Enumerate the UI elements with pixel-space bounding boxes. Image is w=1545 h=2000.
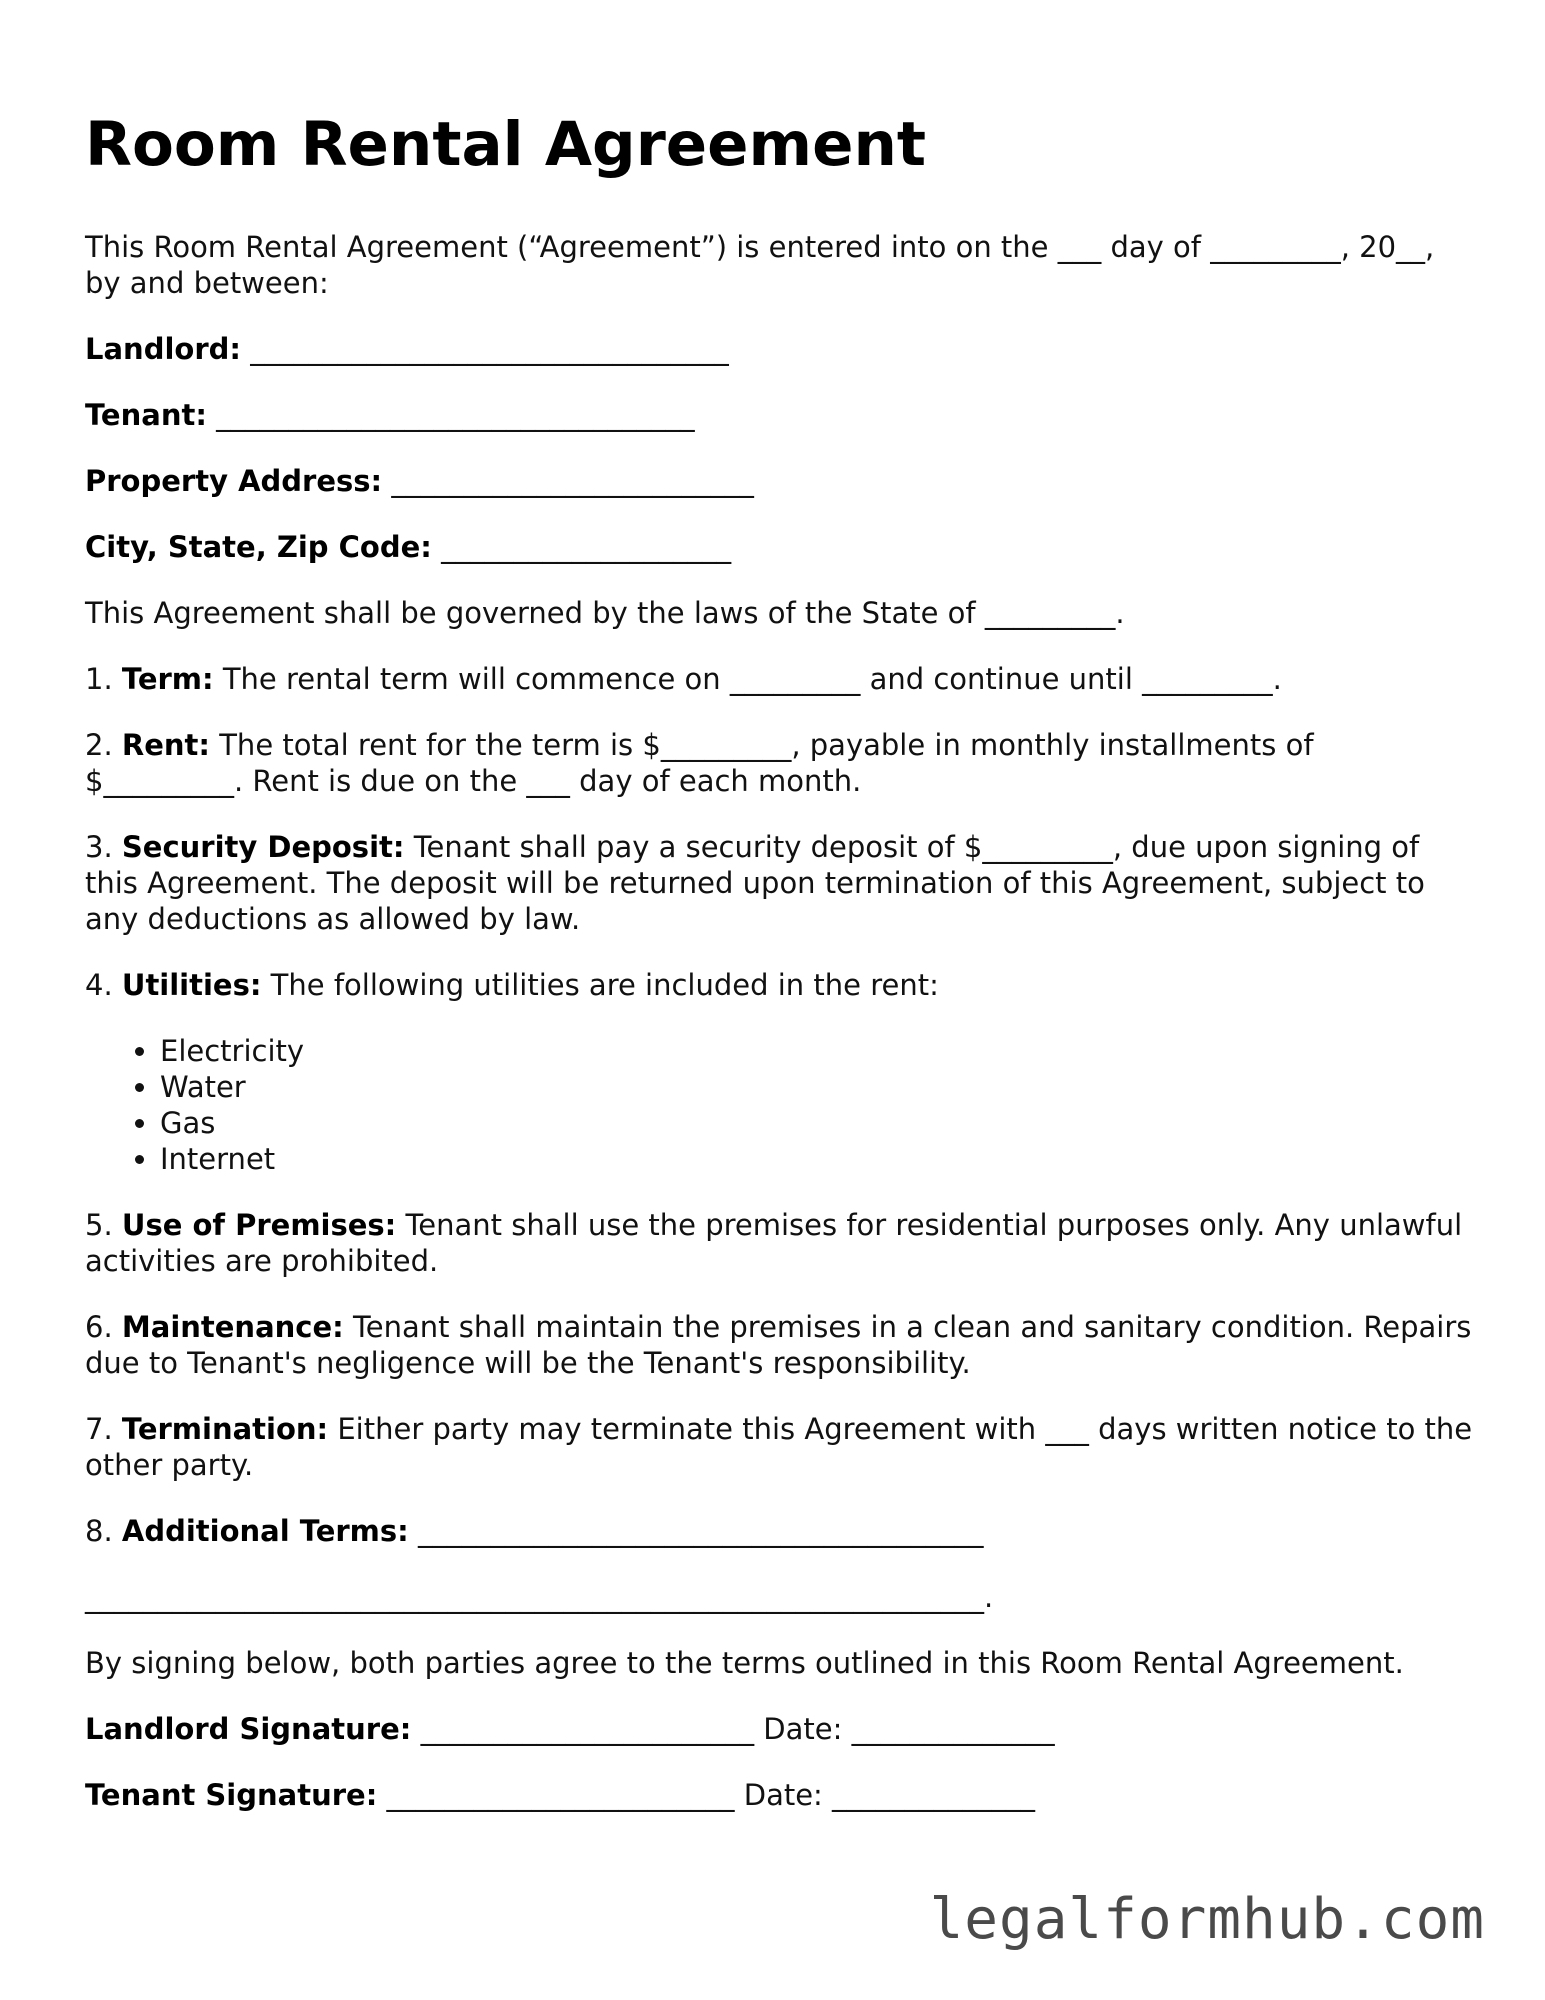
clause-rent-number: 2. bbox=[85, 728, 113, 762]
tenant-blank: _________________________________ bbox=[216, 398, 695, 432]
clause-term-number: 1. bbox=[85, 662, 113, 696]
closing-paragraph: By signing below, both parties agree to the terms outlined in this Room Rental Agreement. bbox=[85, 1646, 1404, 1680]
document-page bbox=[85, 105, 1475, 1843]
clause-term-label: Term: bbox=[121, 662, 214, 696]
list-item: • Gas bbox=[160, 1105, 1475, 1141]
landlord-field bbox=[85, 331, 1475, 367]
clause-use-of-premises bbox=[85, 1207, 1475, 1279]
clause-termination-label: Termination: bbox=[121, 1412, 329, 1446]
landlord-signature-label: Landlord Signature: bbox=[85, 1712, 412, 1746]
clause-utilities bbox=[85, 967, 1475, 1003]
clause-utilities-number: 4. bbox=[85, 968, 113, 1002]
clause-deposit-number: 3. bbox=[85, 830, 113, 864]
site-watermark: legalformhub.com bbox=[929, 1887, 1485, 1952]
intro-paragraph: This Room Rental Agreement (“Agreement”) is entered into on the ___ day of _________, 20__, by and between: bbox=[85, 230, 1435, 300]
clause-deposit-text: Tenant shall pay a security deposit of $_________, due upon signing of this Agreement. The deposit will be returned upon termination of this Agreement, subject to any deductions as allowed by law. bbox=[85, 830, 1425, 936]
clause-maintenance bbox=[85, 1309, 1475, 1381]
clause-utilities-label: Utilities: bbox=[121, 968, 262, 1002]
clause-term-text: The rental term will commence on _________ and continue until _________. bbox=[222, 662, 1282, 696]
clause-termination-number: 7. bbox=[85, 1412, 113, 1446]
utilities-list bbox=[85, 1033, 1475, 1177]
clause-rent bbox=[85, 727, 1475, 799]
landlord-date-label: Date: bbox=[763, 1712, 843, 1746]
tenant-signature-row bbox=[85, 1777, 1475, 1813]
tenant-signature-blank: ________________________ bbox=[386, 1778, 735, 1812]
clause-security-deposit bbox=[85, 829, 1475, 937]
clause-additional-label: Additional Terms: bbox=[121, 1514, 409, 1548]
clause-termination-text: Either party may terminate this Agreement with ___ days written notice to the other party. bbox=[85, 1412, 1473, 1482]
property-address-label: Property Address: bbox=[85, 464, 383, 498]
clause-use-number: 5. bbox=[85, 1208, 113, 1242]
governing-law-paragraph: This Agreement shall be governed by the laws of the State of _________. bbox=[85, 596, 1125, 630]
landlord-signature-row bbox=[85, 1711, 1475, 1747]
list-item: • Water bbox=[160, 1069, 1475, 1105]
landlord-blank: _________________________________ bbox=[250, 332, 729, 366]
clause-maintenance-number: 6. bbox=[85, 1310, 113, 1344]
additional-terms-line: ______________________________________________________________. bbox=[85, 1580, 994, 1614]
clause-use-label: Use of Premises: bbox=[121, 1208, 397, 1242]
tenant-field bbox=[85, 397, 1475, 433]
clause-use-text: Tenant shall use the premises for residential purposes only. Any unlawful activities are prohibited. bbox=[85, 1208, 1463, 1278]
clause-deposit-label: Security Deposit: bbox=[121, 830, 405, 864]
property-address-blank: _________________________ bbox=[391, 464, 754, 498]
property-address-field bbox=[85, 463, 1475, 499]
city-state-zip-label: City, State, Zip Code: bbox=[85, 530, 432, 564]
tenant-date-blank: ______________ bbox=[832, 1778, 1036, 1812]
city-state-zip-blank: ____________________ bbox=[441, 530, 732, 564]
tenant-date-label: Date: bbox=[743, 1778, 823, 1812]
list-item: • Internet bbox=[160, 1141, 1475, 1177]
clause-rent-text: The total rent for the term is $_________, payable in monthly installments of $_________. Rent is due on the ___ day of each month. bbox=[85, 728, 1314, 798]
clause-rent-label: Rent: bbox=[121, 728, 210, 762]
list-item: • Electricity bbox=[160, 1033, 1475, 1069]
tenant-label: Tenant: bbox=[85, 398, 207, 432]
tenant-signature-label: Tenant Signature: bbox=[85, 1778, 378, 1812]
clause-additional-number: 8. bbox=[85, 1514, 113, 1548]
clause-term bbox=[85, 661, 1475, 697]
city-state-zip-field bbox=[85, 529, 1475, 565]
landlord-signature-blank: _______________________ bbox=[420, 1712, 755, 1746]
clause-maintenance-label: Maintenance: bbox=[121, 1310, 344, 1344]
landlord-date-blank: ______________ bbox=[851, 1712, 1055, 1746]
clause-utilities-text: The following utilities are included in the rent: bbox=[270, 968, 939, 1002]
clause-additional-terms bbox=[85, 1513, 1475, 1549]
clause-maintenance-text: Tenant shall maintain the premises in a clean and sanitary condition. Repairs due to Tenant's negligence will be the Tenant's responsibility. bbox=[85, 1310, 1472, 1380]
clause-termination bbox=[85, 1411, 1475, 1483]
landlord-label: Landlord: bbox=[85, 332, 241, 366]
document-title: Room Rental Agreement bbox=[85, 109, 927, 180]
clause-additional-blank: _______________________________________ bbox=[417, 1514, 984, 1548]
